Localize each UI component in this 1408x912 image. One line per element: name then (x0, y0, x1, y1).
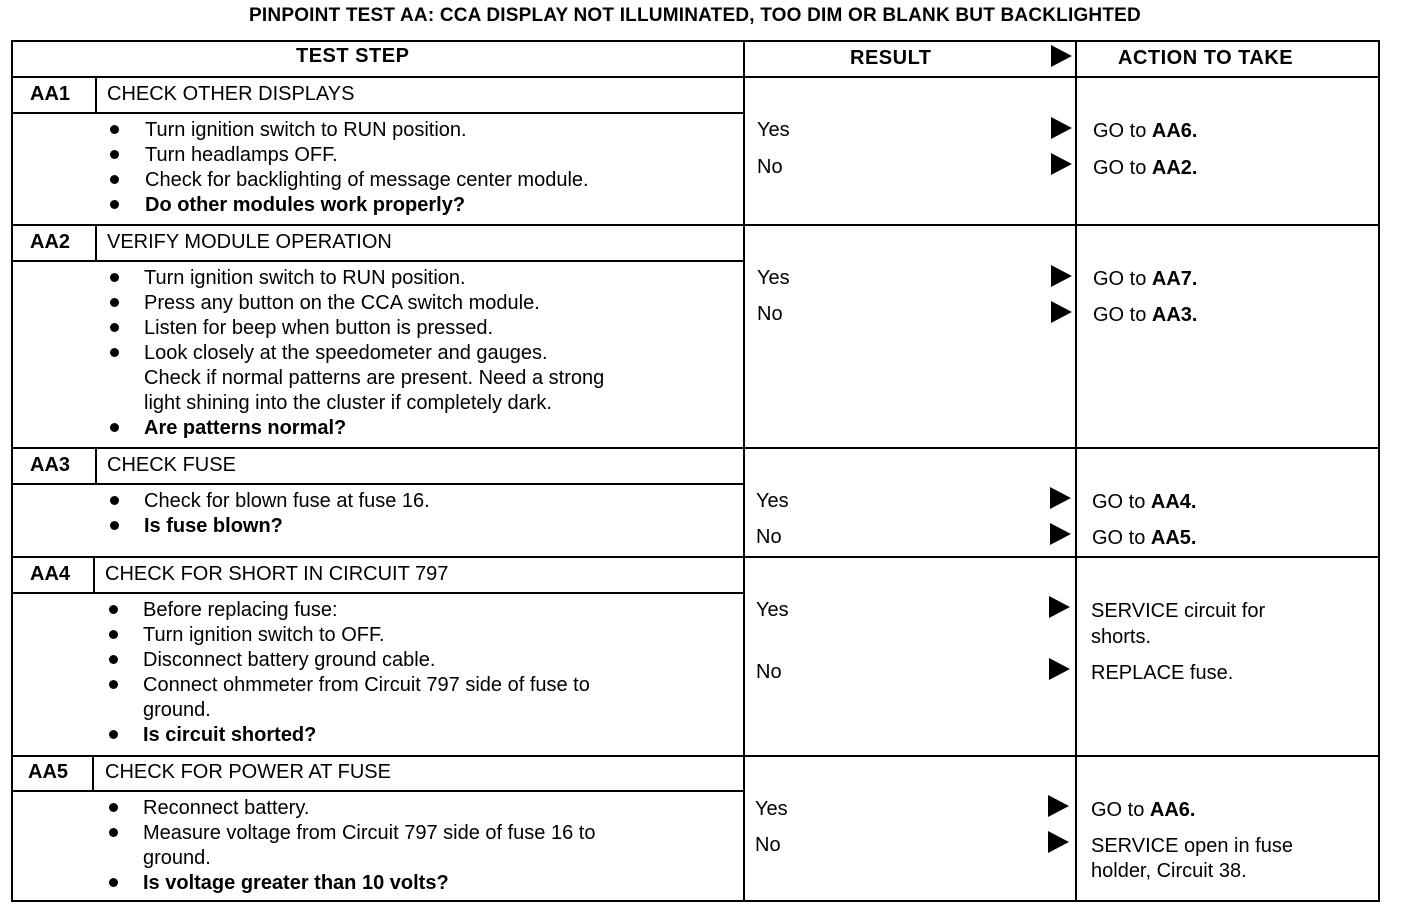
bullet-text: Connect ohmmeter from Circuit 797 side of fuse to (143, 674, 590, 696)
bullet-icon (109, 803, 118, 812)
bullet-icon (110, 150, 119, 159)
bullet-text-continued: light shining into the cluster if completely dark. (144, 392, 552, 414)
result-no: No (756, 661, 782, 683)
bullet-icon (109, 878, 118, 887)
arrow-icon (1051, 265, 1072, 287)
step-code: AA5 (28, 761, 69, 783)
action-text: REPLACE fuse. (1091, 662, 1234, 684)
bullet-icon (109, 680, 118, 689)
bullet-text: Check for blown fuse at fuse 16. (144, 490, 430, 512)
bullet-icon (110, 423, 119, 432)
divider-result-col (743, 40, 745, 902)
bullet-text-continued: Check if normal patterns are present. Need a strong (144, 367, 605, 389)
arrow-icon (1051, 301, 1072, 323)
header-result: RESULT (850, 47, 932, 69)
action-text: SERVICE circuit for (1091, 600, 1266, 622)
result-no: No (757, 156, 783, 178)
divider-action-col (1075, 40, 1077, 902)
title-divider (11, 112, 743, 114)
bullet-question: Is circuit shorted? (143, 724, 317, 746)
action-text: GO to AA5. (1092, 527, 1197, 549)
result-no: No (756, 526, 782, 548)
step-divider (11, 447, 1380, 449)
bullet-text: Turn ignition switch to RUN position. (145, 119, 467, 141)
step-divider (11, 556, 1380, 558)
arrow-icon (1050, 487, 1071, 509)
bullet-icon (110, 200, 119, 209)
step-title: CHECK FUSE (107, 454, 236, 476)
bullet-text: Turn ignition switch to RUN position. (144, 267, 466, 289)
arrow-icon (1048, 831, 1069, 853)
arrow-icon (1051, 117, 1072, 139)
bullet-icon (110, 175, 119, 184)
bullet-icon (110, 496, 119, 505)
arrow-icon (1049, 658, 1070, 680)
action-text: GO to AA6. (1091, 799, 1196, 821)
step-code: AA1 (30, 83, 71, 105)
step-title: CHECK FOR SHORT IN CIRCUIT 797 (105, 563, 449, 585)
title-divider (11, 592, 743, 594)
bullet-icon (110, 348, 119, 357)
title-divider (11, 260, 743, 262)
bullet-text: Listen for beep when button is pressed. (144, 317, 494, 339)
bullet-question: Do other modules work properly? (145, 194, 466, 216)
page-title: PINPOINT TEST AA: CCA DISPLAY NOT ILLUMINATED, TOO DIM OR BLANK BUT BACKLIGHTED (249, 5, 1141, 26)
result-no: No (757, 303, 783, 325)
code-divider (92, 756, 94, 792)
bullet-icon (110, 273, 119, 282)
action-text: GO to AA4. (1092, 491, 1197, 513)
code-divider (95, 225, 97, 261)
code-divider (95, 77, 97, 113)
arrow-icon (1050, 523, 1071, 545)
step-title: CHECK FOR POWER AT FUSE (105, 761, 391, 783)
arrow-icon (1049, 596, 1070, 618)
bullet-icon (110, 298, 119, 307)
bullet-text: Turn ignition switch to OFF. (143, 624, 385, 646)
step-code: AA3 (30, 454, 71, 476)
bullet-text: Measure voltage from Circuit 797 side of fuse 16 to (143, 822, 596, 844)
bullet-question: Are patterns normal? (144, 417, 347, 439)
step-divider (11, 755, 1380, 757)
result-yes: Yes (755, 798, 788, 820)
action-text: GO to AA2. (1093, 157, 1198, 179)
bullet-icon (109, 630, 118, 639)
action-text: GO to AA3. (1093, 304, 1198, 326)
header-arrow-icon (1051, 45, 1072, 67)
bullet-icon (110, 125, 119, 134)
arrow-icon (1051, 153, 1072, 175)
bullet-text: Check for backlighting of message center module. (145, 169, 589, 191)
action-text-continued: shorts. (1091, 626, 1152, 648)
result-yes: Yes (756, 490, 789, 512)
bullet-text: Turn headlamps OFF. (145, 144, 338, 166)
bullet-text: Before replacing fuse: (143, 599, 338, 621)
step-divider (11, 224, 1380, 226)
result-yes: Yes (757, 267, 790, 289)
arrow-icon (1048, 795, 1069, 817)
bullet-icon (109, 730, 118, 739)
action-text: GO to AA7. (1093, 268, 1198, 290)
code-divider (95, 448, 97, 484)
title-divider (11, 790, 743, 792)
bullet-icon (110, 521, 119, 530)
action-text: SERVICE open in fuse (1091, 835, 1293, 857)
bullet-text: Reconnect battery. (143, 797, 310, 819)
action-text: GO to AA6. (1093, 120, 1198, 142)
result-no: No (755, 834, 781, 856)
step-title: VERIFY MODULE OPERATION (107, 231, 392, 253)
header-divider (11, 76, 1380, 78)
bullet-icon (109, 655, 118, 664)
bullet-question: Is fuse blown? (144, 515, 283, 537)
bullet-text: Press any button on the CCA switch module. (144, 292, 540, 314)
code-divider (93, 557, 95, 593)
step-code: AA4 (30, 563, 71, 585)
header-test-step: TEST STEP (296, 45, 410, 67)
bullet-icon (109, 828, 118, 837)
bullet-text-continued: ground. (143, 699, 211, 721)
bullet-text-continued: ground. (143, 847, 211, 869)
result-yes: Yes (757, 119, 790, 141)
step-title: CHECK OTHER DISPLAYS (107, 83, 355, 105)
result-yes: Yes (756, 599, 789, 621)
title-divider (11, 483, 743, 485)
bullet-question: Is voltage greater than 10 volts? (143, 872, 449, 894)
bullet-icon (110, 323, 119, 332)
header-action: ACTION TO TAKE (1118, 47, 1294, 69)
step-code: AA2 (30, 231, 71, 253)
bullet-text: Look closely at the speedometer and gauges. (144, 342, 548, 364)
bullet-icon (109, 605, 118, 614)
action-text-continued: holder, Circuit 38. (1091, 860, 1247, 882)
bullet-text: Disconnect battery ground cable. (143, 649, 436, 671)
